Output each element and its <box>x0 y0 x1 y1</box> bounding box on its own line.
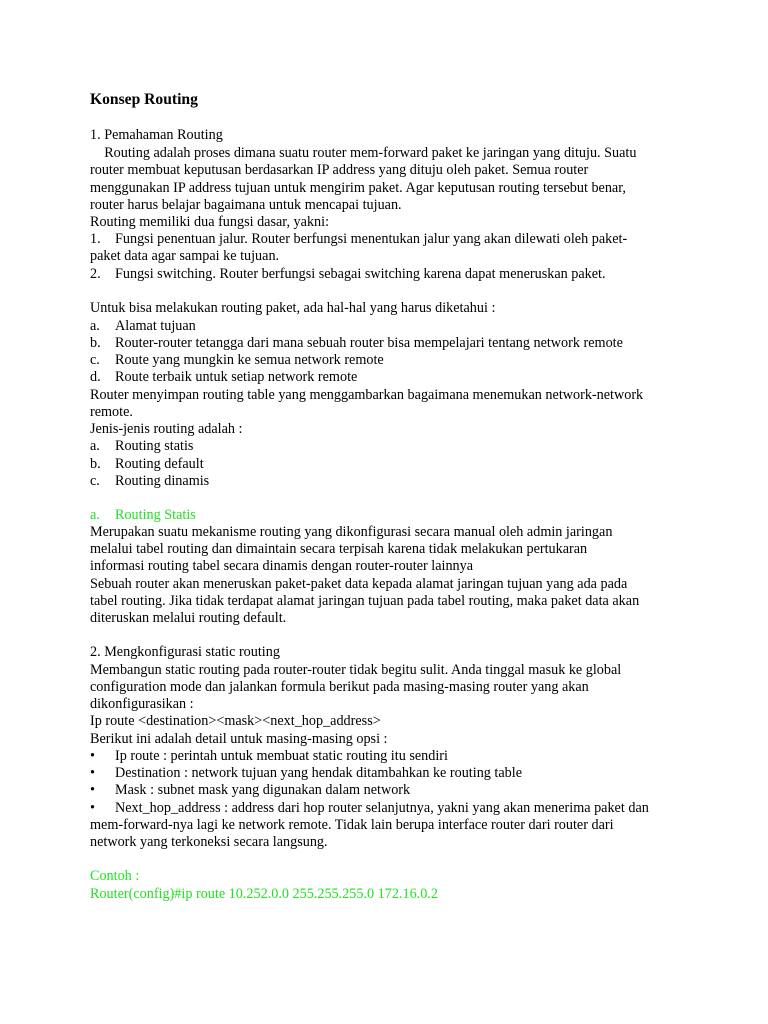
list-item-text: Route yang mungkin ke semua network remote <box>115 352 384 368</box>
list-item-text: Alamat tujuan <box>115 318 196 334</box>
list-item <box>90 473 209 490</box>
bullet-item <box>90 765 522 782</box>
example-label: Contoh : <box>90 868 140 884</box>
list-item <box>90 318 196 335</box>
heading-text: Routing Statis <box>115 507 196 523</box>
bullet: • <box>90 782 95 798</box>
example-command: Router(config)#ip route 10.252.0.0 255.255.255.0 172.16.0.2 <box>90 886 438 902</box>
bullet-text: Next_hop_address : address dari hop router selanjutnya, yakni yang akan menerima paket dan <box>115 800 649 816</box>
list-item-text: Route terbaik untuk setiap network remote <box>115 369 358 385</box>
section-heading-1: 1. Pemahaman Routing <box>90 127 223 143</box>
list-number: 2. <box>90 266 101 282</box>
list-item-text: Routing statis <box>115 438 194 454</box>
list-item <box>90 231 627 248</box>
paragraph-line: Jenis-jenis routing adalah : <box>90 421 243 437</box>
bullet-text: Ip route : perintah untuk membuat static routing itu sendiri <box>115 748 448 764</box>
bullet-item <box>90 748 448 765</box>
paragraph-line: configuration mode dan jalankan formula berikut pada masing-masing router yang akan <box>90 679 589 695</box>
paragraph-line: remote. <box>90 404 133 420</box>
list-item-text: Fungsi penentuan jalur. Router berfungsi menentukan jalur yang akan dilewati oleh paket- <box>115 231 628 247</box>
paragraph-line: router harus belajar bagaimana untuk mencapai tujuan. <box>90 197 402 213</box>
list-item-text: paket data agar sampai ke tujuan. <box>90 248 280 264</box>
list-item-text: Routing dinamis <box>115 473 210 489</box>
paragraph-line: Berikut ini adalah detail untuk masing-masing opsi : <box>90 731 388 747</box>
paragraph-line: tabel routing. Jika tidak terdapat alamat jaringan tujuan pada tabel routing, maka paket data akan <box>90 593 640 609</box>
static-routing-heading <box>90 507 196 524</box>
paragraph-line: Untuk bisa melakukan routing paket, ada hal-hal yang harus diketahui : <box>90 300 496 316</box>
list-item <box>90 369 357 386</box>
paragraph-line: dikonfigurasikan : <box>90 696 194 712</box>
section-heading-2: 2. Mengkonfigurasi static routing <box>90 644 280 660</box>
list-letter: b. <box>90 456 101 472</box>
list-number: 1. <box>90 231 101 247</box>
paragraph-line: Routing memiliki dua fungsi dasar, yakni: <box>90 214 330 230</box>
list-item <box>90 335 623 352</box>
document-title: Konsep Routing <box>90 91 198 108</box>
bullet-text: Mask : subnet mask yang digunakan dalam network <box>115 782 411 798</box>
formula-line: Ip route <destination><mask><next_hop_address> <box>90 713 381 729</box>
paragraph-line: Membangun static routing pada router-router tidak begitu sulit. Anda tinggal masuk ke global <box>90 662 622 678</box>
paragraph-line: melalui tabel routing dan dimaintain secara terpisah karena tidak melakukan pertukaran <box>90 541 588 557</box>
list-item <box>90 266 606 283</box>
list-item <box>90 248 279 265</box>
list-letter: a. <box>90 438 100 454</box>
bullet-item <box>90 800 649 817</box>
list-item <box>90 352 384 369</box>
paragraph-line: network yang terkoneksi secara langsung. <box>90 834 328 850</box>
list-letter: b. <box>90 335 101 351</box>
list-item-text: Fungsi switching. Router berfungsi sebagai switching karena dapat meneruskan paket. <box>115 266 606 282</box>
list-item <box>90 438 193 455</box>
bullet: • <box>90 800 95 816</box>
paragraph-line: informasi routing tabel secara dinamis dengan router-router lainnya <box>90 558 474 574</box>
paragraph-line: menggunakan IP address tujuan untuk mengirim paket. Agar keputusan routing tersebut benar, <box>90 180 626 196</box>
list-letter: c. <box>90 473 100 489</box>
list-letter: a. <box>90 318 100 334</box>
bullet-item <box>90 782 410 799</box>
bullet: • <box>90 748 95 764</box>
list-letter: c. <box>90 352 100 368</box>
paragraph-line: Sebuah router akan meneruskan paket-paket data kepada alamat jaringan tujuan yang ada pada <box>90 576 628 592</box>
list-letter: d. <box>90 369 101 385</box>
paragraph-line: Router menyimpan routing table yang menggambarkan bagaimana menemukan network-network <box>90 387 644 403</box>
list-letter: a. <box>90 507 100 523</box>
list-item <box>90 456 204 473</box>
bullet: • <box>90 765 95 781</box>
list-item-text: Routing default <box>115 456 204 472</box>
paragraph-line: router membuat keputusan berdasarkan IP address yang dituju oleh paket. Semua router <box>90 162 589 178</box>
paragraph-line: Merupakan suatu mekanisme routing yang dikonfigurasi secara manual oleh admin jaringan <box>90 524 613 540</box>
bullet-text: Destination : network tujuan yang hendak ditambahkan ke routing table <box>115 765 522 781</box>
paragraph-line: diteruskan melalui routing default. <box>90 610 287 626</box>
list-item-text: Router-router tetangga dari mana sebuah router bisa mempelajari tentang network remote <box>115 335 623 351</box>
paragraph-line: mem-forward-nya lagi ke network remote. Tidak lain berupa interface router dari router dari <box>90 817 614 833</box>
paragraph-line: Routing adalah proses dimana suatu router mem-forward paket ke jaringan yang dituju. Suatu <box>90 145 637 161</box>
